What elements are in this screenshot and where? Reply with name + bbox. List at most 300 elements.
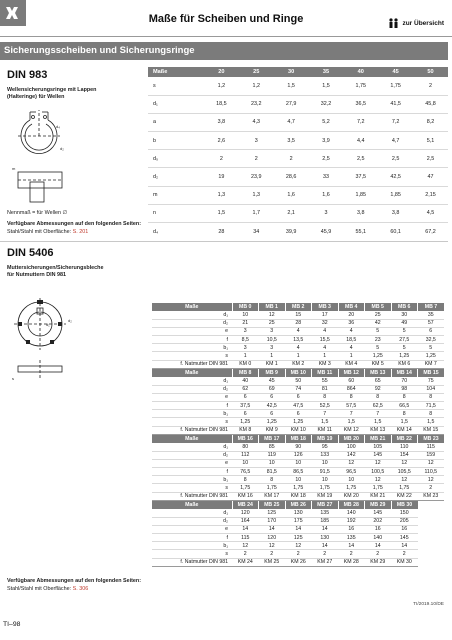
- table-cell: 135: [338, 534, 365, 542]
- table-cell: 12: [259, 542, 286, 550]
- table-cell: KM 24: [232, 558, 259, 566]
- table-cell: 37,5: [343, 168, 378, 186]
- table-cell: 1,85: [343, 186, 378, 204]
- table-cell: 159: [418, 451, 445, 459]
- table-cell: 91,5: [312, 468, 339, 476]
- table-cell: 42,5: [259, 402, 286, 410]
- table-cell: 1,75: [343, 77, 378, 95]
- table-cell: 8: [418, 410, 445, 418]
- table-row: [152, 476, 444, 484]
- table-row: [152, 459, 444, 467]
- table-row: [148, 150, 448, 168]
- table-row: [148, 95, 448, 113]
- table-cell: 1,75: [285, 484, 312, 492]
- table-cell: 40: [232, 377, 259, 385]
- table-cell: 2: [413, 77, 448, 95]
- table-cell: 6: [232, 410, 259, 418]
- row-label: s: [152, 550, 232, 558]
- table-cell: 1,5: [365, 418, 392, 426]
- table-cell: 92: [365, 385, 392, 393]
- table-cell: 8: [259, 476, 286, 484]
- table-header-label: Maße: [152, 501, 232, 509]
- table-cell: KM 6: [391, 360, 418, 368]
- table-cell: 1,3: [204, 186, 239, 204]
- table-cell: KM 9: [259, 426, 286, 434]
- table-cell: 125: [285, 534, 312, 542]
- table-cell: 4: [338, 344, 365, 352]
- table-cell: 3: [259, 327, 286, 335]
- table-cell: 1,75: [391, 484, 418, 492]
- row-label: e: [152, 327, 232, 335]
- table-cell: 34: [253, 228, 260, 235]
- table-cell: 185: [312, 517, 339, 525]
- table-cell: 10: [259, 459, 286, 467]
- table-cell: KM 21: [365, 492, 392, 500]
- table-header-size: MB 13: [365, 369, 392, 377]
- table-cell: 17: [312, 311, 339, 319]
- table-cell: 5,1: [413, 132, 448, 150]
- table-row: [152, 344, 444, 352]
- table-cell: 145: [391, 534, 418, 542]
- table-cell: 864: [338, 385, 365, 393]
- table-cell: 2: [274, 150, 309, 168]
- svg-text:d₂: d₂: [68, 318, 72, 323]
- table-cell: 2: [239, 150, 274, 168]
- table-row: [152, 327, 444, 335]
- table-row: [148, 132, 448, 150]
- table-cell: 21: [232, 319, 259, 327]
- table-cell: KM 26: [285, 558, 312, 566]
- lock-washer-drawing: [10, 292, 76, 402]
- table-header-size: MB 22: [391, 435, 418, 443]
- table-row: [152, 509, 418, 517]
- table-cell: 32: [312, 319, 339, 327]
- din5406-availability-text: Stahl/Stahl mit Oberfläche:: [7, 585, 73, 592]
- table-cell: 1,75: [365, 484, 392, 492]
- table-cell: 8,2: [413, 113, 448, 131]
- table-cell: 15,5: [312, 336, 339, 344]
- table-cell: 18,5: [204, 95, 239, 113]
- table-cell: 14: [365, 542, 392, 550]
- table-cell: 28,6: [274, 168, 309, 186]
- table-header-size: MB 26: [285, 501, 312, 509]
- table-row: [152, 385, 444, 393]
- table-cell: 5: [418, 344, 445, 352]
- table-cell: 202: [365, 517, 392, 525]
- table-cell: 115: [232, 534, 259, 542]
- table-cell: 1,25: [232, 418, 259, 426]
- table-cell: 14: [391, 542, 418, 550]
- table-cell: 71,5: [418, 402, 445, 410]
- table-cell: 6: [259, 393, 286, 401]
- table-row: [152, 377, 444, 385]
- table-cell: 65: [365, 377, 392, 385]
- table-cell: 1,5: [391, 418, 418, 426]
- retaining-ring-drawing: [8, 108, 70, 208]
- table-cell: 23: [365, 336, 392, 344]
- table-cell: 3,8: [204, 113, 239, 131]
- table-cell: 1,75: [259, 484, 286, 492]
- overview-link[interactable]: [388, 18, 444, 29]
- din5406-table: [152, 435, 444, 501]
- row-label: b₁: [152, 344, 232, 352]
- table-cell: 14: [232, 525, 259, 533]
- table-cell: 35: [418, 311, 445, 319]
- table-cell: 69: [259, 385, 286, 393]
- table-cell: 1: [338, 352, 365, 360]
- table-cell: 42: [365, 319, 392, 327]
- row-label: n: [148, 204, 204, 222]
- table-row: [148, 113, 448, 131]
- row-label: d₂: [152, 451, 232, 459]
- table-cell: 8: [338, 393, 365, 401]
- table-cell: 55,1: [355, 228, 367, 235]
- table-cell: 1,25: [391, 352, 418, 360]
- table-cell: 19: [204, 168, 239, 186]
- table-cell: 3,9: [309, 132, 344, 150]
- table-header-row: [152, 303, 444, 311]
- row-label: f: [152, 534, 232, 542]
- section-divider: [0, 241, 448, 242]
- table-row: [152, 525, 418, 533]
- din5406-availability: [7, 578, 141, 593]
- din5406-availability-heading: Verfügbare Abmessungen auf den folgenden Seiten:: [7, 578, 141, 584]
- section-banner: Sicherungsscheiben und Sicherungsringe: [0, 42, 448, 60]
- table-cell: 28: [218, 228, 225, 235]
- table-row: [152, 484, 444, 492]
- table-cell: 36,5: [343, 95, 378, 113]
- table-cell: 4,7: [274, 113, 309, 131]
- din5406-subtitle: [7, 265, 103, 280]
- table-row: [152, 550, 418, 558]
- table-cell: 100,5: [365, 468, 392, 476]
- table-cell: 14: [312, 542, 339, 550]
- table-cell: 12: [418, 476, 445, 484]
- table-cell: 12: [365, 476, 392, 484]
- table-cell: 1,6: [274, 186, 309, 204]
- table-cell: 14: [259, 525, 286, 533]
- table-row: [152, 336, 444, 344]
- table-row: [148, 204, 448, 222]
- table-cell: 6: [285, 410, 312, 418]
- table-cell: 6: [232, 393, 259, 401]
- table-cell: 1,5: [338, 418, 365, 426]
- table-cell: KM 30: [391, 558, 418, 566]
- din5406-table: [152, 303, 444, 369]
- din5406-subtitle-line: für Nutmuttern DIN 981: [7, 272, 67, 279]
- table-cell: 1: [259, 352, 286, 360]
- table-cell: 1,7: [239, 204, 274, 222]
- din983-availability-text: Stahl/Stahl mit Oberfläche:: [7, 228, 73, 235]
- table-cell: KM 3: [312, 360, 339, 368]
- table-header-size: 25: [239, 67, 274, 77]
- svg-text:d₂: d₂: [60, 146, 64, 151]
- table-cell: 81: [312, 385, 339, 393]
- table-cell: 142: [338, 451, 365, 459]
- table-header-size: 35: [309, 67, 344, 77]
- table-cell: 170: [259, 517, 286, 525]
- table-cell: 8: [365, 393, 392, 401]
- din983-availability: [7, 221, 141, 236]
- table-cell: 10: [312, 476, 339, 484]
- table-cell: 47: [413, 168, 448, 186]
- row-label: d₂: [152, 385, 232, 393]
- row-label: d₂: [152, 517, 232, 525]
- table-cell: 4: [338, 327, 365, 335]
- table-cell: 62,5: [365, 402, 392, 410]
- table-header-size: MB 19: [312, 435, 339, 443]
- table-row: [152, 319, 444, 327]
- table-cell: 5: [391, 344, 418, 352]
- table-cell: 12: [391, 459, 418, 467]
- table-cell: 50: [285, 377, 312, 385]
- table-cell: 1,25: [285, 418, 312, 426]
- table-row: [152, 426, 444, 434]
- table-cell: KM 23: [418, 492, 445, 500]
- table-cell: 37,5: [232, 402, 259, 410]
- table-header-label: Maße: [148, 67, 204, 77]
- table-cell: 2,5: [309, 150, 344, 168]
- table-header-size: 50: [413, 67, 448, 77]
- table-cell: 120: [259, 534, 286, 542]
- table-cell: KM 27: [312, 558, 339, 566]
- din983-subtitle-line: Wellensicherungsringe mit Lappen: [7, 87, 97, 93]
- row-label: s: [152, 352, 232, 360]
- table-header-size: MB 20: [338, 435, 365, 443]
- table-cell: 57: [418, 319, 445, 327]
- table-cell: 130: [312, 534, 339, 542]
- table-cell: 2,1: [274, 204, 309, 222]
- table-cell: 1,25: [418, 352, 445, 360]
- row-label: d₄: [153, 228, 159, 235]
- table-cell: 8: [391, 393, 418, 401]
- table-cell: 14: [285, 525, 312, 533]
- row-label: d₁: [152, 311, 232, 319]
- table-row: [152, 360, 444, 368]
- table-cell: KM 11: [312, 426, 339, 434]
- table-cell: 2: [259, 550, 286, 558]
- table-cell: 6: [259, 410, 286, 418]
- table-header-size: MB 3: [312, 303, 339, 311]
- table-cell: 1,75: [338, 484, 365, 492]
- row-label: d₁: [152, 377, 232, 385]
- table-cell: KM 12: [338, 426, 365, 434]
- table-cell: 1,6: [309, 186, 344, 204]
- table-cell: 7: [312, 410, 339, 418]
- table-cell: 20: [338, 311, 365, 319]
- table-cell: 86,5: [285, 468, 312, 476]
- table-cell: KM 20: [338, 492, 365, 500]
- table-cell: 1,85: [378, 186, 413, 204]
- table-cell: 10: [232, 459, 259, 467]
- table-header-label: Maße: [152, 435, 232, 443]
- table-cell: 8: [391, 410, 418, 418]
- table-cell: 12: [232, 542, 259, 550]
- table-header-label: Maße: [152, 303, 232, 311]
- table-row: [152, 468, 444, 476]
- table-cell: 4: [285, 344, 312, 352]
- row-label: b₁: [152, 476, 232, 484]
- table-cell: 13,5: [285, 336, 312, 344]
- table-cell: 70: [391, 377, 418, 385]
- row-label: f. Natmutter DIN 981: [152, 558, 232, 566]
- table-cell: 2: [418, 484, 445, 492]
- table-cell: 14: [338, 542, 365, 550]
- table-cell: 1,5: [309, 77, 344, 95]
- table-header-size: 30: [274, 67, 309, 77]
- person-pointer-icon: [388, 18, 399, 29]
- row-label: d₁: [152, 509, 232, 517]
- table-cell: 4,7: [378, 132, 413, 150]
- table-cell: 45,9: [320, 228, 332, 235]
- table-cell: 85: [259, 443, 286, 451]
- row-label: e: [152, 459, 232, 467]
- table-cell: 1: [312, 352, 339, 360]
- table-cell: 57,5: [338, 402, 365, 410]
- din983-page-link[interactable]: S. 201: [72, 228, 89, 235]
- table-row: [148, 223, 448, 241]
- table-cell: 7,2: [378, 113, 413, 131]
- table-cell: 30: [391, 311, 418, 319]
- table-cell: 1,75: [312, 484, 339, 492]
- table-header-size: MB 17: [259, 435, 286, 443]
- table-cell: KM 18: [285, 492, 312, 500]
- table-cell: 133: [312, 451, 339, 459]
- row-label: d₁: [152, 443, 232, 451]
- table-header-size: MB 24: [232, 501, 259, 509]
- row-label: f. Natmutter DIN 981: [152, 360, 232, 368]
- table-cell: 150: [391, 509, 418, 517]
- row-label: b₁: [152, 542, 232, 550]
- table-header-size: MB 23: [418, 435, 445, 443]
- table-cell: 1: [232, 352, 259, 360]
- table-cell: 2: [285, 550, 312, 558]
- row-label: d₂: [152, 319, 232, 327]
- din5406-page-link[interactable]: S. 306: [72, 585, 89, 592]
- table-header-size: 40: [343, 67, 378, 77]
- table-cell: 1,75: [232, 484, 259, 492]
- table-cell: 7: [338, 410, 365, 418]
- table-cell: KM 13: [365, 426, 392, 434]
- table-cell: 2: [365, 550, 392, 558]
- table-cell: 10: [285, 459, 312, 467]
- table-header-size: MB 25: [259, 501, 286, 509]
- table-cell: 95: [312, 443, 339, 451]
- table-cell: 1,2: [204, 77, 239, 95]
- table-cell: 28: [285, 319, 312, 327]
- document-reference: TI/2019.10/DE: [413, 602, 444, 607]
- table-header-size: MB 18: [285, 435, 312, 443]
- row-label: a: [148, 113, 204, 131]
- table-cell: 4,4: [343, 132, 378, 150]
- table-cell: 55: [312, 377, 339, 385]
- row-label: f. Natmutter DIN 981: [152, 492, 232, 500]
- table-cell: 2: [232, 550, 259, 558]
- table-cell: 15: [285, 311, 312, 319]
- table-header-size: MB 6: [391, 303, 418, 311]
- din5406-subtitle-line: Muttersicherungen/Sicherungsbleche: [7, 265, 104, 271]
- table-row: [152, 311, 444, 319]
- table-cell: 36: [338, 319, 365, 327]
- row-label: s: [152, 484, 232, 492]
- table-cell: 2,5: [413, 150, 448, 168]
- table-header-size: MB 28: [338, 501, 365, 509]
- table-cell: 18,5: [338, 336, 365, 344]
- table-cell: 14: [312, 525, 339, 533]
- table-cell: 8: [418, 393, 445, 401]
- table-cell: 12: [259, 311, 286, 319]
- table-header-size: MB 4: [338, 303, 365, 311]
- din983-subtitle-line: (Halteringe) für Wellen: [7, 94, 65, 101]
- row-label: f: [152, 468, 232, 476]
- table-cell: KM 1: [259, 360, 286, 368]
- table-cell: 4,3: [239, 113, 274, 131]
- table-header-size: MB 29: [365, 501, 392, 509]
- table-cell: 3: [232, 344, 259, 352]
- page-title: Maße für Scheiben und Ringe: [148, 13, 304, 25]
- table-cell: 1,5: [274, 77, 309, 95]
- table-cell: 104: [418, 385, 445, 393]
- table-cell: 8: [312, 393, 339, 401]
- table-cell: 23,9: [239, 168, 274, 186]
- din5406-table: [152, 369, 444, 435]
- table-cell: 62: [232, 385, 259, 393]
- table-cell: 130: [285, 509, 312, 517]
- table-header-size: MB 30: [391, 501, 418, 509]
- svg-text:d₁: d₁: [46, 322, 50, 327]
- table-cell: 3: [309, 204, 344, 222]
- table-cell: 1,5: [312, 418, 339, 426]
- table-cell: 3,5: [274, 132, 309, 150]
- svg-text:m: m: [12, 166, 16, 171]
- table-cell: 2: [312, 550, 339, 558]
- table-cell: KM 22: [391, 492, 418, 500]
- table-cell: 2,5: [378, 150, 413, 168]
- table-cell: 3,8: [378, 204, 413, 222]
- row-label: s: [148, 77, 204, 95]
- row-label: f: [152, 336, 232, 344]
- table-cell: 81,5: [259, 468, 286, 476]
- table-header-size: 20: [204, 67, 239, 77]
- table-cell: 5: [365, 327, 392, 335]
- table-cell: 1,5: [418, 418, 445, 426]
- table-cell: 1,2: [239, 77, 274, 95]
- table-cell: 32,5: [418, 336, 445, 344]
- table-cell: 10,5: [259, 336, 286, 344]
- table-cell: 1,5: [204, 204, 239, 222]
- table-cell: 126: [285, 451, 312, 459]
- table-cell: 10: [232, 311, 259, 319]
- table-header-label: Maße: [152, 369, 232, 377]
- table-cell: 164: [232, 517, 259, 525]
- table-cell: 12: [338, 459, 365, 467]
- table-cell: 42,5: [378, 168, 413, 186]
- table-cell: 125: [259, 509, 286, 517]
- table-cell: 4: [285, 327, 312, 335]
- table-cell: 3: [239, 132, 274, 150]
- table-cell: 2: [338, 550, 365, 558]
- table-header-size: MB 5: [365, 303, 392, 311]
- table-cell: 7,2: [343, 113, 378, 131]
- table-cell: 27,9: [274, 95, 309, 113]
- table-cell: 3: [259, 344, 286, 352]
- row-label: m: [148, 186, 204, 204]
- table-cell: 67,2: [425, 228, 436, 235]
- table-cell: 60,1: [390, 228, 401, 235]
- table-cell: 115: [418, 443, 445, 451]
- svg-text:s: s: [12, 376, 14, 381]
- row-label: d₂: [148, 168, 204, 186]
